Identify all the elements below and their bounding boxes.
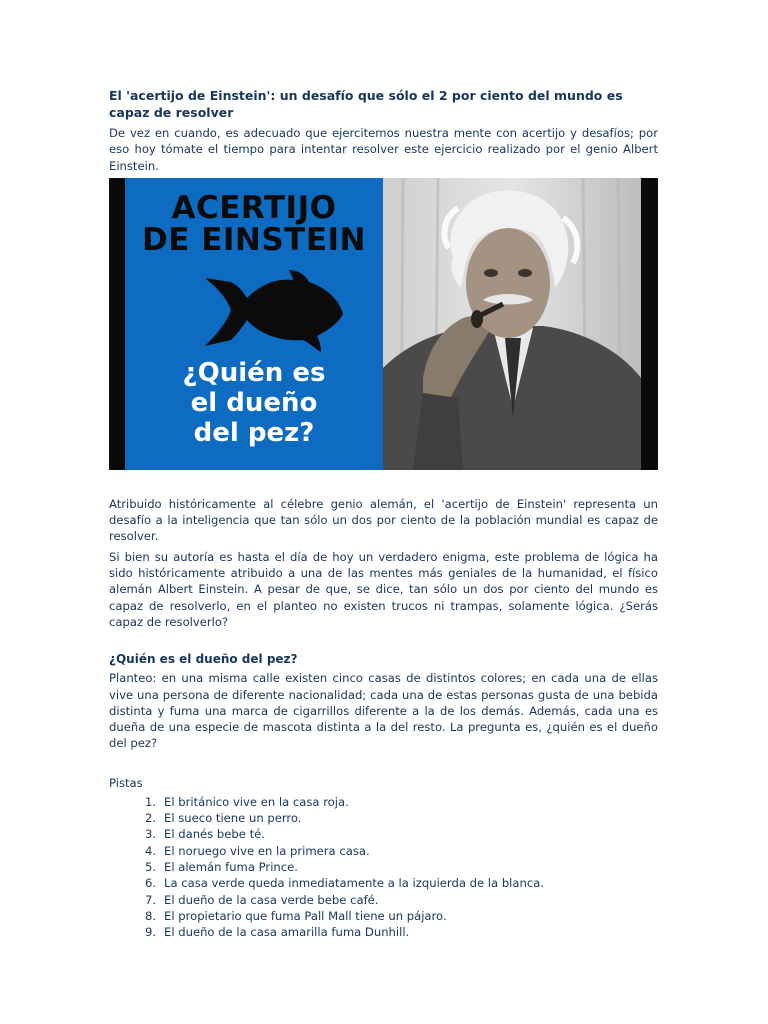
image-heading-line-2: DE EINSTEIN bbox=[142, 221, 366, 258]
clues-list bbox=[109, 794, 658, 941]
list-item bbox=[109, 843, 658, 859]
clue-number: 2. bbox=[144, 811, 156, 826]
clue-number: 4. bbox=[144, 843, 156, 858]
clue-number: 6. bbox=[144, 876, 156, 891]
clue-number: 5. bbox=[144, 859, 156, 874]
intro-paragraph: De vez en cuando, es adecuado que ejercitemos nuestra mente con acertijo y desafíos; por eso hoy tómate el tiempo para intentar resolver este ejercicio realizado por el genio Albert Einstein. bbox=[109, 126, 658, 173]
clue-text: La casa verde queda inmediatamente a la izquierda de la blanca. bbox=[164, 876, 545, 891]
planteo-paragraph: Planteo: en una misma calle existen cinco casas de distintos colores; en cada una de ellas vive una persona de diferente nacionalidad; cada una de estas personas gusta de una bebida distinta y fuma una marca de cigarrillos diferente a la de los demás. Además, cada una es dueña de una especie de mascota distinta a la del resto. La pregunta es, ¿quién es el dueño del pez? bbox=[109, 671, 658, 751]
clue-number: 7. bbox=[144, 892, 156, 907]
document-page bbox=[109, 87, 658, 940]
clue-text: El alemán fuma Prince. bbox=[164, 859, 298, 874]
list-item bbox=[109, 892, 658, 908]
paragraph-attribution: Atribuido históricamente al célebre genio alemán, el 'acertijo de Einstein' representa un desafío a la inteligencia que tan sólo un dos por ciento de la población mundial es capaz de resolver. bbox=[109, 496, 658, 544]
question-heading: ¿Quién es el dueño del pez? bbox=[109, 652, 298, 667]
clue-text: El danés bebe té. bbox=[164, 827, 265, 842]
image-heading-line-1: ACERTIJO bbox=[171, 189, 337, 226]
pistas-label: Pistas bbox=[109, 775, 143, 790]
einstein-riddle-image bbox=[109, 178, 658, 470]
clue-number: 8. bbox=[144, 908, 156, 923]
clue-text: El sueco tiene un perro. bbox=[164, 811, 302, 826]
list-item bbox=[109, 826, 658, 842]
list-item bbox=[109, 810, 658, 826]
image-left-border bbox=[109, 178, 125, 470]
list-item bbox=[109, 924, 658, 940]
fish-icon bbox=[201, 270, 345, 354]
einstein-portrait-illustration bbox=[383, 178, 641, 470]
list-item bbox=[109, 794, 658, 810]
einstein-portrait bbox=[383, 178, 641, 470]
image-question-line-1: ¿Quién es bbox=[182, 357, 326, 388]
clue-number: 9. bbox=[144, 925, 156, 940]
list-item bbox=[109, 908, 658, 924]
list-item bbox=[109, 875, 658, 891]
clue-text: El dueño de la casa amarilla fuma Dunhill. bbox=[164, 925, 410, 940]
clue-number: 1. bbox=[144, 794, 156, 809]
image-blue-panel bbox=[125, 178, 383, 470]
clue-number: 3. bbox=[144, 827, 156, 842]
image-question-line-3: del pez? bbox=[193, 417, 315, 448]
clue-text: El británico vive en la casa roja. bbox=[164, 794, 349, 809]
clue-text: El noruego vive en la primera casa. bbox=[164, 843, 370, 858]
image-right-border bbox=[641, 178, 658, 470]
list-item bbox=[109, 859, 658, 875]
article-title: El 'acertijo de Einstein': un desafío que sólo el 2 por ciento del mundo es capaz de resolver bbox=[109, 88, 623, 120]
clue-text: El dueño de la casa verde bebe café. bbox=[164, 892, 379, 907]
paragraph-authorship: Si bien su autoría es hasta el día de hoy un verdadero enigma, este problema de lógica ha sido históricamente atribuido a una de las mentes más geniales de la humanidad, el físico alemán Albert Einstein. A pesar de que, se dice, tan sólo un dos por ciento del mundo es capaz de resolverlo, en el planteo no existen trucos ni trampas, solamente lógica. ¿Serás capaz de resolverlo? bbox=[109, 549, 658, 629]
clue-text: El propietario que fuma Pall Mall tiene un pájaro. bbox=[164, 908, 447, 923]
image-question-line-2: el dueño bbox=[190, 387, 318, 418]
